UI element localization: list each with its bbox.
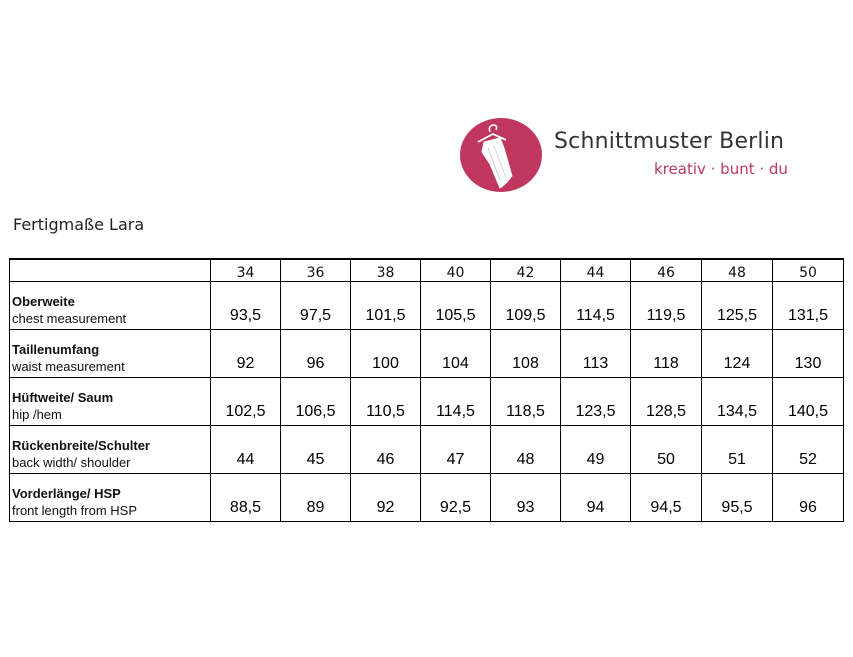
- measurement-row-waist: [10, 330, 844, 378]
- measurement-row-hip: [10, 378, 844, 426]
- measurement-cell: 130: [773, 330, 844, 378]
- measurement-cell: 96: [281, 330, 351, 378]
- measurement-cell: 102,5: [211, 378, 281, 426]
- measurement-cell: 88,5: [211, 474, 281, 522]
- measurement-cell: 114,5: [561, 282, 631, 330]
- row-label-german: Oberweite: [12, 294, 75, 309]
- measurement-cell: 134,5: [702, 378, 773, 426]
- brand-logo: [460, 118, 820, 192]
- size-header: 36: [281, 259, 351, 282]
- row-label: [10, 426, 211, 474]
- size-header: 44: [561, 259, 631, 282]
- row-label-english: front length from HSP: [12, 503, 137, 518]
- measurement-cell: 50: [631, 426, 702, 474]
- row-label: [10, 378, 211, 426]
- row-label-german: Vorderlänge/ HSP: [12, 486, 121, 501]
- measurement-cell: 93,5: [211, 282, 281, 330]
- size-header: 46: [631, 259, 702, 282]
- measurement-cell: 52: [773, 426, 844, 474]
- measurement-cell: 118: [631, 330, 702, 378]
- row-label: [10, 282, 211, 330]
- row-label-english: back width/ shoulder: [12, 455, 131, 470]
- measurement-row-front-length: [10, 474, 844, 522]
- size-header: 48: [702, 259, 773, 282]
- measurement-cell: 108: [491, 330, 561, 378]
- header-corner-cell: [10, 259, 211, 282]
- dress-on-hanger-icon: [460, 118, 542, 192]
- measurement-cell: 51: [702, 426, 773, 474]
- measurement-cell: 105,5: [421, 282, 491, 330]
- measurement-cell: 109,5: [491, 282, 561, 330]
- measurement-cell: 118,5: [491, 378, 561, 426]
- measurement-cell: 101,5: [351, 282, 421, 330]
- measurement-cell: 47: [421, 426, 491, 474]
- size-header-row: [10, 259, 844, 282]
- measurement-row-back-width: [10, 426, 844, 474]
- measurement-cell: 119,5: [631, 282, 702, 330]
- document-title: Fertigmaße Lara: [13, 215, 145, 234]
- row-label-english: chest measurement: [12, 311, 127, 326]
- measurement-cell: 100: [351, 330, 421, 378]
- measurement-cell: 104: [421, 330, 491, 378]
- size-header: 38: [351, 259, 421, 282]
- measurement-row-chest: [10, 282, 844, 330]
- measurement-cell: 48: [491, 426, 561, 474]
- measurement-cell: 96: [773, 474, 844, 522]
- brand-tagline: kreativ · bunt · du: [654, 160, 788, 178]
- measurement-cell: 46: [351, 426, 421, 474]
- row-label-german: Rückenbreite/Schulter: [12, 438, 150, 453]
- measurement-cell: 94: [561, 474, 631, 522]
- measurement-cell: 95,5: [702, 474, 773, 522]
- measurement-cell: 49: [561, 426, 631, 474]
- measurement-cell: 45: [281, 426, 351, 474]
- measurement-cell: 92: [211, 330, 281, 378]
- measurement-cell: 128,5: [631, 378, 702, 426]
- size-header: 42: [491, 259, 561, 282]
- measurement-cell: 110,5: [351, 378, 421, 426]
- measurement-cell: 125,5: [702, 282, 773, 330]
- row-label-english: hip /hem: [12, 407, 62, 422]
- row-label-english: waist measurement: [12, 359, 125, 374]
- measurement-cell: 131,5: [773, 282, 844, 330]
- measurement-cell: 44: [211, 426, 281, 474]
- measurement-cell: 94,5: [631, 474, 702, 522]
- measurement-cell: 106,5: [281, 378, 351, 426]
- size-chart-table: [9, 258, 844, 522]
- measurement-cell: 92: [351, 474, 421, 522]
- size-header: 40: [421, 259, 491, 282]
- measurement-cell: 114,5: [421, 378, 491, 426]
- measurement-cell: 124: [702, 330, 773, 378]
- measurement-cell: 93: [491, 474, 561, 522]
- measurement-cell: 97,5: [281, 282, 351, 330]
- measurement-cell: 89: [281, 474, 351, 522]
- row-label-german: Hüftweite/ Saum: [12, 390, 114, 405]
- measurement-cell: 92,5: [421, 474, 491, 522]
- brand-name: Schnittmuster Berlin: [554, 129, 785, 154]
- row-label-german: Taillenumfang: [12, 342, 100, 357]
- size-header: 50: [773, 259, 844, 282]
- measurement-cell: 140,5: [773, 378, 844, 426]
- size-header: 34: [211, 259, 281, 282]
- measurement-cell: 123,5: [561, 378, 631, 426]
- row-label: [10, 474, 211, 522]
- measurement-cell: 113: [561, 330, 631, 378]
- row-label: [10, 330, 211, 378]
